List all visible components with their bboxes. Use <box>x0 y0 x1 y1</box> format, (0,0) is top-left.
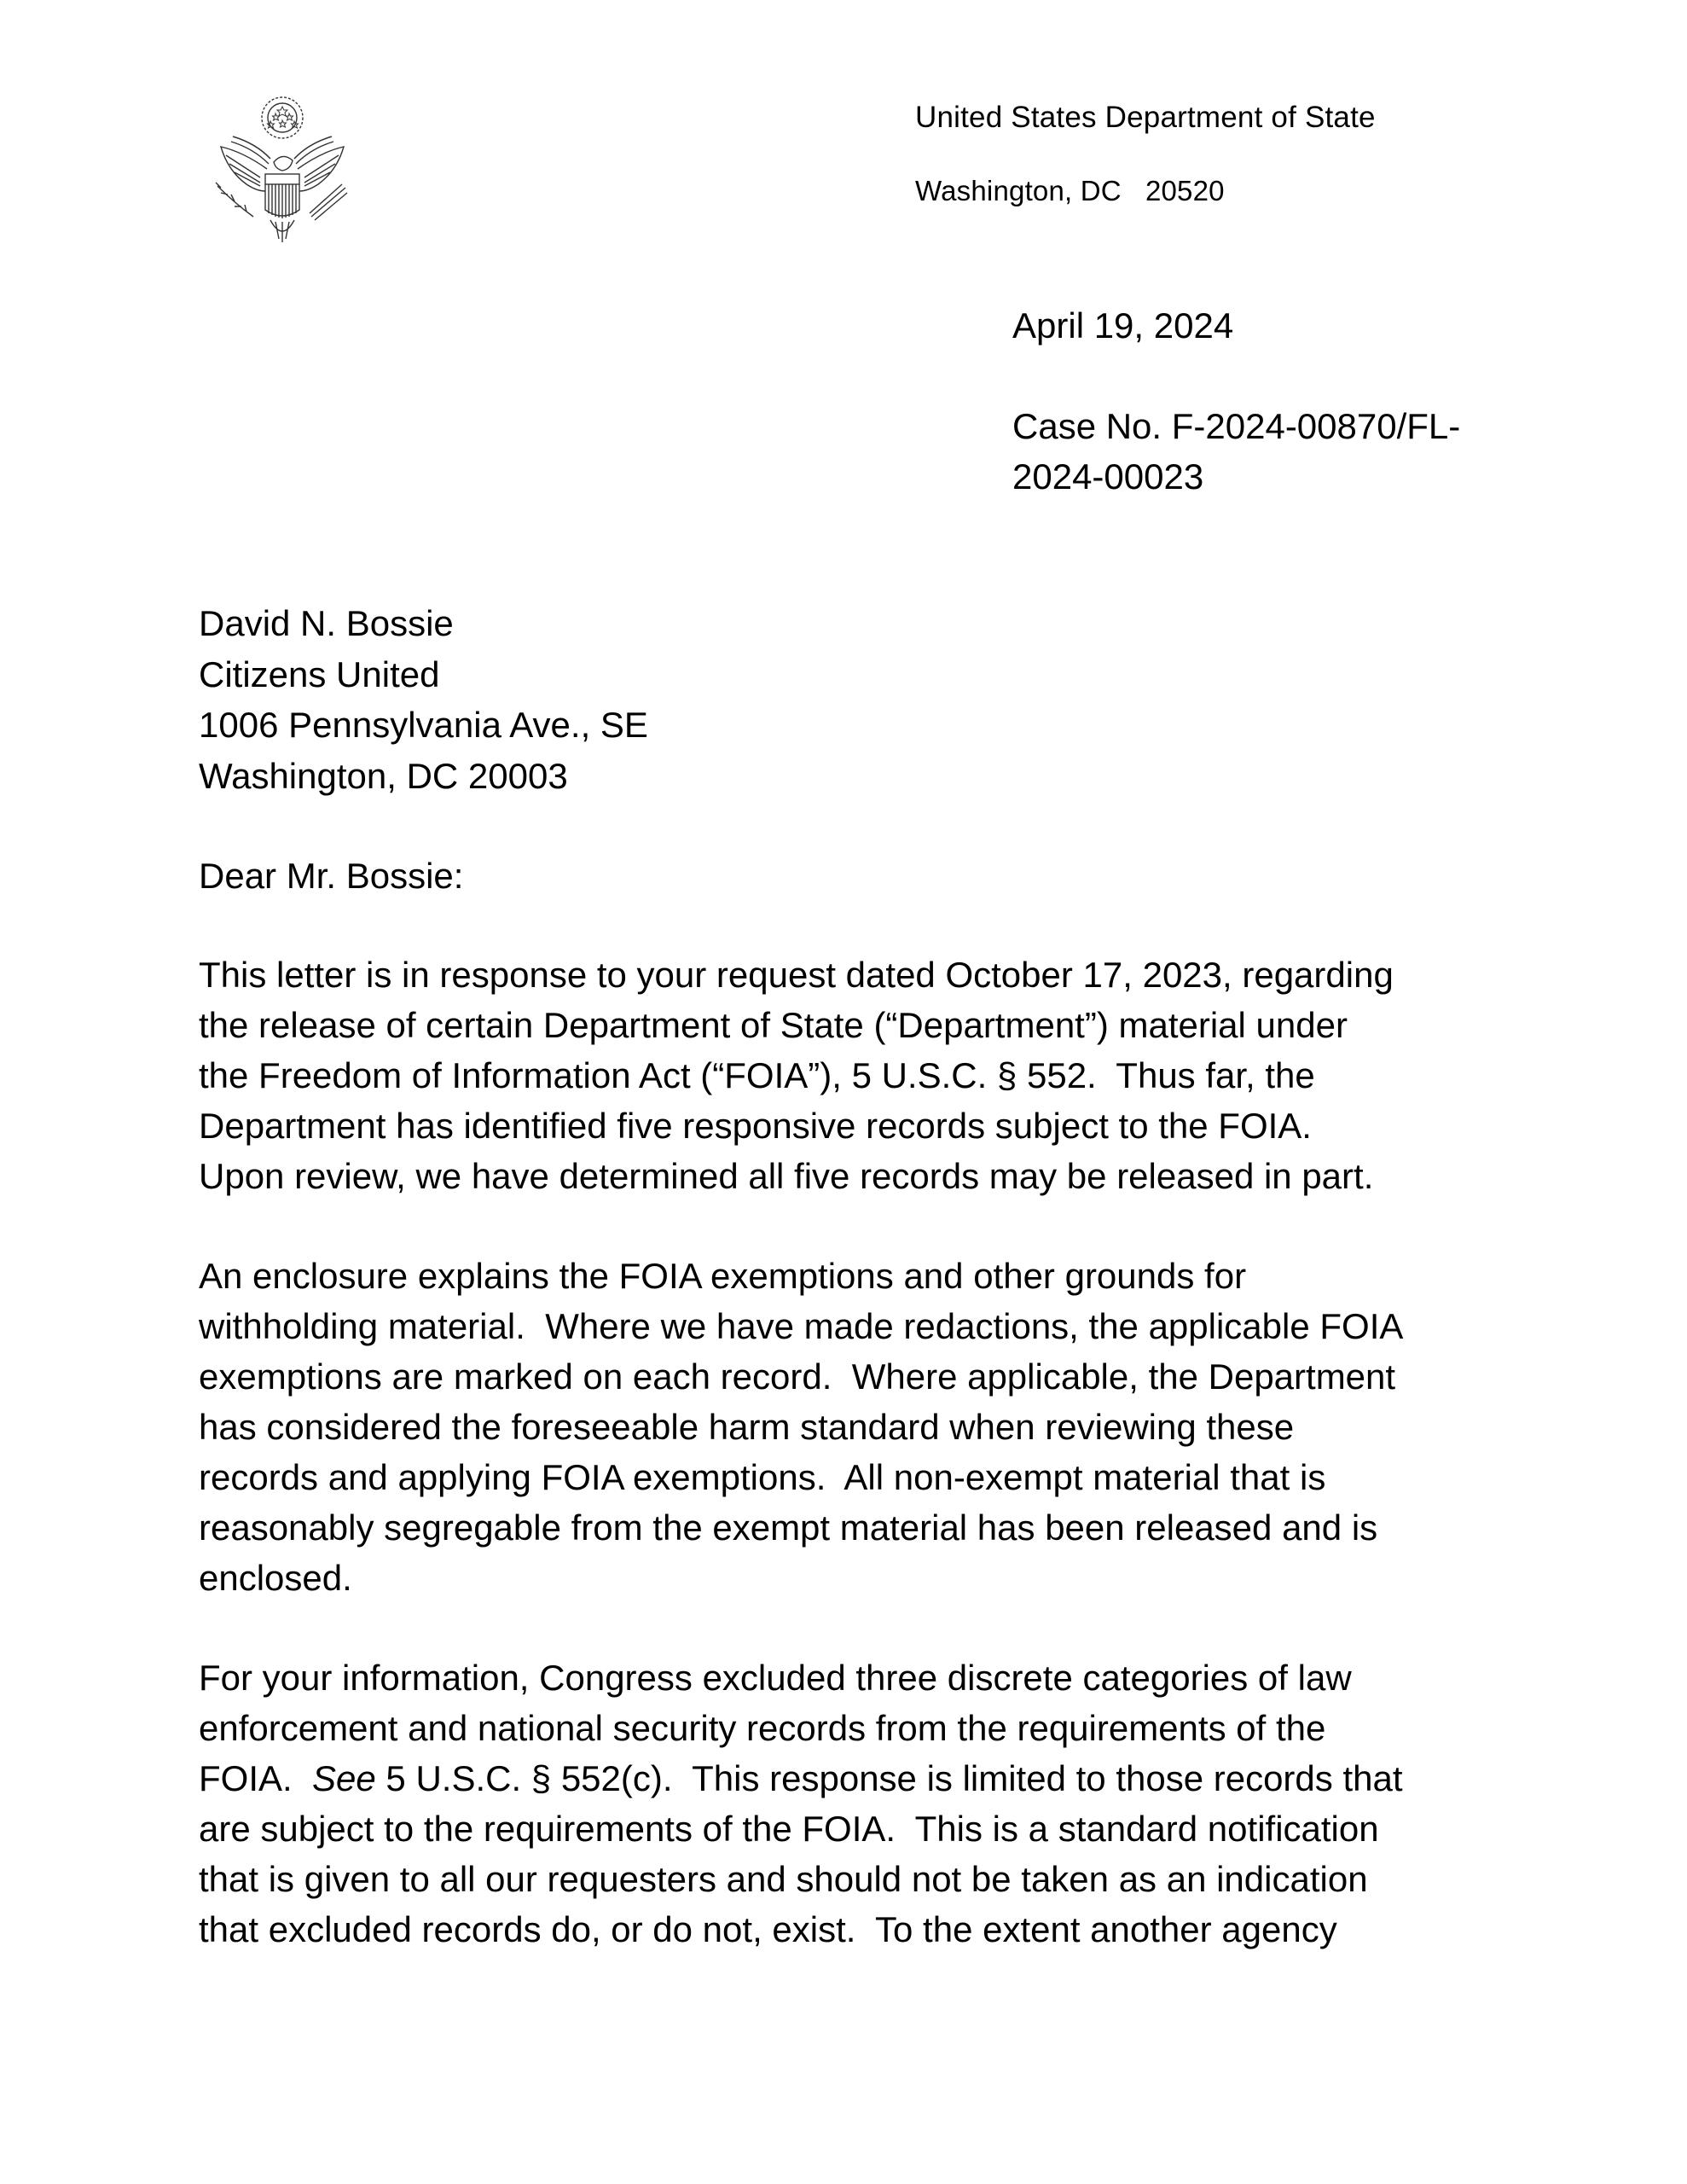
letter-meta <box>1012 300 1490 502</box>
paragraph-line: Department has identified five responsive records subject to the FOIA. <box>199 1106 1312 1146</box>
body-paragraph-2 <box>199 1251 1495 1603</box>
paragraph-line: enforcement and national security records from the requirements of the <box>199 1708 1326 1748</box>
paragraph-line: An enclosure explains the FOIA exemptions and other grounds for <box>199 1256 1247 1296</box>
body-paragraph-3 <box>199 1653 1495 1955</box>
case-number-line-2: 2024-00023 <box>1012 456 1204 497</box>
great-seal-icon <box>209 92 356 246</box>
agency-address: Washington, DC 20520 <box>915 175 1225 206</box>
citation-text: 5 U.S.C. § 552(c). This response is limited to those records that <box>375 1758 1403 1798</box>
letter-date: April 19, 2024 <box>1012 305 1234 346</box>
recipient-address <box>199 598 648 801</box>
recipient-name: David N. Bossie <box>199 603 454 643</box>
case-number <box>1012 401 1490 502</box>
citation-signal-see: See <box>312 1758 376 1798</box>
recipient-street: 1006 Pennsylvania Ave., SE <box>199 705 648 745</box>
recipient-city-state-zip: Washington, DC 20003 <box>199 755 568 796</box>
paragraph-line: that excluded records do, or do not, exist. To the extent another agency <box>199 1909 1337 1949</box>
case-number-line-1: Case No. F-2024-00870/FL- <box>1012 406 1461 446</box>
paragraph-line: the Freedom of Information Act (“FOIA”), 5 U.S.C. § 552. Thus far, the <box>199 1055 1315 1095</box>
citation-lead: FOIA. <box>199 1758 313 1798</box>
recipient-organization: Citizens United <box>199 653 440 694</box>
paragraph-line: exemptions are marked on each record. Where applicable, the Department <box>199 1356 1396 1397</box>
paragraph-line: enclosed. <box>199 1558 352 1598</box>
paragraph-line: Upon review, we have determined all five records may be released in part. <box>199 1156 1374 1196</box>
paragraph-line: that is given to all our requesters and should not be taken as an indication <box>199 1859 1368 1899</box>
paragraph-line: reasonably segregable from the exempt material has been released and is <box>199 1507 1378 1548</box>
agency-letterhead <box>915 101 1376 208</box>
paragraph-line: the release of certain Department of State (“Department”) material under <box>199 1005 1348 1045</box>
paragraph-line-citation <box>199 1753 1495 1804</box>
salutation: Dear Mr. Bossie: <box>199 856 464 896</box>
agency-name: United States Department of State <box>915 101 1376 134</box>
paragraph-line: For your information, Congress excluded three discrete categories of law <box>199 1658 1352 1698</box>
paragraph-line: records and applying FOIA exemptions. All non-exempt material that is <box>199 1457 1326 1497</box>
paragraph-line: This letter is in response to your request dated October 17, 2023, regarding <box>199 955 1394 995</box>
paragraph-line: withholding material. Where we have made redactions, the applicable FOIA <box>199 1306 1404 1346</box>
paragraph-line: are subject to the requirements of the FOIA. This is a standard notification <box>199 1809 1379 1849</box>
body-paragraph-1 <box>199 950 1495 1201</box>
paragraph-line: has considered the foreseeable harm standard when reviewing these <box>199 1407 1295 1447</box>
